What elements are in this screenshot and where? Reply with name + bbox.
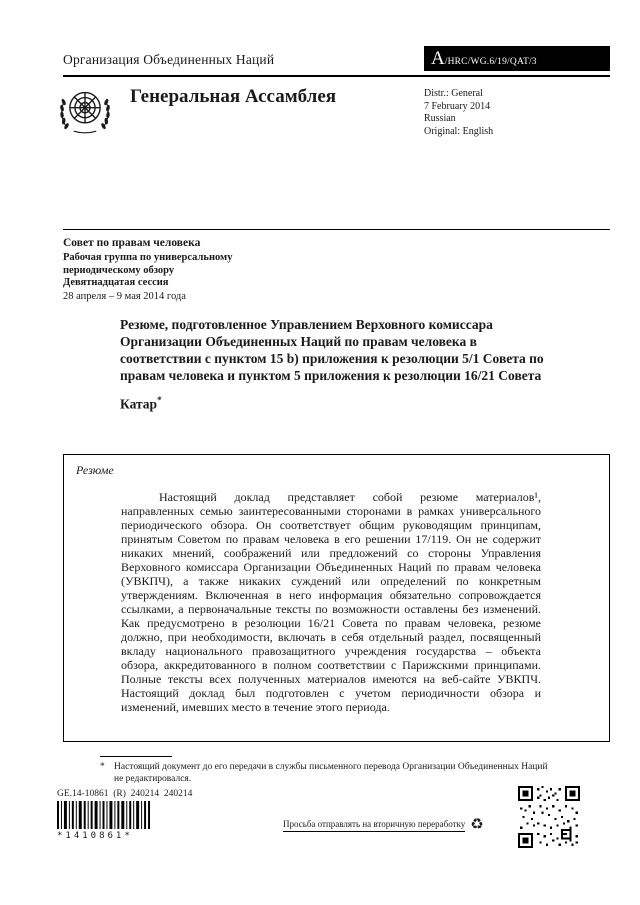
org-name: Организация Объединенных Наций <box>63 52 275 67</box>
doc-symbol-letter: A <box>431 48 445 69</box>
date-line: 7 February 2014 <box>424 100 491 112</box>
recycle-text: Просьба отправлять на вторичную переработку <box>283 819 465 832</box>
barcode <box>57 801 152 834</box>
footnote <box>100 762 548 785</box>
assembly-title: Генеральная Ассамблея <box>130 86 337 107</box>
working-group-line1: Рабочая группа по универсальному <box>63 252 233 263</box>
country-label: Катар <box>120 396 158 412</box>
country-footnote-marker: * <box>157 395 162 405</box>
section-rule <box>63 229 610 230</box>
footnote-separator <box>100 756 172 757</box>
doc-symbol-box <box>424 46 610 71</box>
footnote-text: Настоящий документ до его передачи в службы письменного перевода Организации Объединенных Наций не редактировался. <box>114 762 548 784</box>
ge-number: GE.14-10861 (R) 240214 240214 <box>57 789 193 799</box>
summary-body: Настоящий доклад представляет собой резюме материалов¹, направленных семью заинтересованными сторонами в рамках универсального периодического обзора. Он соответствует общим руководящим принципам, принятым Советом по правам человека в его решении 17/119. Он не содержит никаких мнений, соображений или предложений со стороны Управления Верховного комиссара Организации Объединенных Наций по правам человека (УВКПЧ), а также никаких суждений или определений по конкретным утверждениям. Включенная в него информация обязательно сопровождается ссылками, а первоначальные тексты по возможности оставлены без изменений. Как предусмотрено в резолюции 16/21 Совета по правам человека, резюме должно, при необходимости, включать в себя отдельный раздел, посвященный вкладу национального правозащитного учреждения государства – объекта обзора, аккредитованного в полном соответствии с Парижскими принципами. Полные тексты всех полученных материалов имеются на веб-сайте УВКПЧ. Настоящий доклад был подготовлен с учетом периодичности обзора и изменений, имевших место в течение этого периода. <box>121 490 541 714</box>
session-name: Девятнадцатая сессия <box>63 277 169 288</box>
working-group-line2: периодическому обзору <box>63 264 175 276</box>
doc-symbol-number: /HRC/WG.6/19/QAT/3 <box>444 57 537 67</box>
recycle-icon: ♻ <box>470 817 484 833</box>
recycle-notice <box>283 818 484 833</box>
session-dates: 28 апреля – 9 мая 2014 года <box>63 290 186 302</box>
document-title: Резюме, подготовленное Управлением Верховного комиссара Организации Объединенных Наций по правам человека в соответствии с пунктом 15 b) приложения к резолюции 5/1 Совета по правам человека и пунктом 5 приложения к резолюции 16/21 Совета <box>120 317 544 383</box>
council-name: Совет по правам человека <box>63 237 201 249</box>
distribution-block <box>424 88 493 138</box>
summary-box <box>63 454 610 742</box>
distr-line: Distr.: General <box>424 88 483 99</box>
un-emblem-icon <box>57 83 113 144</box>
country-name <box>120 395 552 413</box>
original-language-line: Original: English <box>424 125 494 137</box>
qr-code-icon <box>518 786 580 853</box>
session-info <box>63 237 232 303</box>
summary-heading: Резюме <box>76 463 114 477</box>
document-title-block <box>120 316 552 413</box>
footnote-marker: * <box>100 762 105 772</box>
barcode-text: *1410861* <box>57 831 133 841</box>
language-line: Russian <box>424 113 456 124</box>
masthead-rule <box>63 75 610 77</box>
